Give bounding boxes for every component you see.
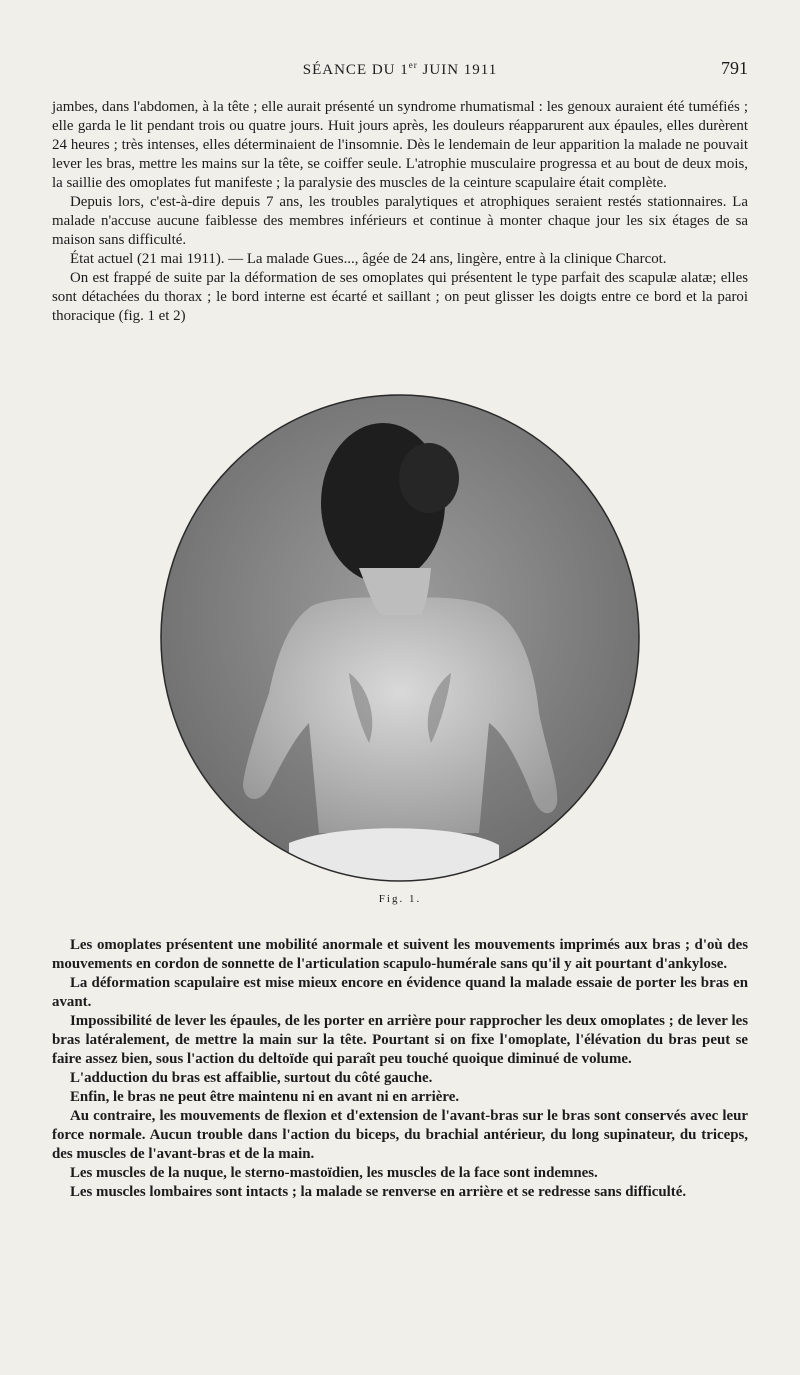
circular-photo bbox=[159, 393, 641, 883]
paragraph: Les muscles lombaires sont intacts ; la malade se renverse en arrière et se redresse sans difficulté. bbox=[70, 1184, 687, 1200]
figure-caption: Fig. 1. bbox=[378, 893, 422, 905]
paragraph: L'adduction du bras est affaiblie, surtout du côté gauche. bbox=[70, 1070, 433, 1086]
paragraph: Les muscles de la nuque, le sterno-mastoïdien, les muscles de la face sont indemnes. bbox=[70, 1165, 598, 1181]
hair-bun bbox=[399, 443, 459, 513]
top-text-block bbox=[52, 98, 748, 326]
paragraph: État actuel (21 mai 1911). — La malade Gues..., âgée de 24 ans, lingère, entre à la clinique Charcot. bbox=[70, 251, 667, 267]
bottom-text-block bbox=[52, 936, 748, 1202]
paragraph: La déformation scapulaire est mise mieux encore en évidence quand la malade essaie de porter les bras en avant. bbox=[52, 975, 748, 1010]
paragraph: Depuis lors, c'est-à-dire depuis 7 ans, les troubles paralytiques et atrophiques seraient restés stationnaires. La malade n'accuse aucune faiblesse des membres inférieurs et continue à monter chaque jour les six étages de sa maison sans difficulté. bbox=[52, 194, 748, 248]
paragraph: jambes, dans l'abdomen, à la tête ; elle aurait présenté un syndrome rhumatismal : les genoux auraient été tuméfiés ; elle garda le lit pendant trois ou quatre jours. Huit jours après, les douleurs réapparurent aux épaules, elles durèrent 24 heures ; très intenses, elles déterminaient de l'insomnie. Dès le lendemain de leur apparition la malade ne pouvait lever les bras, mettre les mains sur la tête, se coiffer seule. L'atrophie musculaire progressa et au bout de deux mois, la saillie des omoplates fut manifeste ; la paralysie des muscles de la ceinture scapulaire était complète. bbox=[52, 99, 748, 191]
paragraph: Au contraire, les mouvements de flexion et d'extension de l'avant-bras sur le bras sont conservés avec leur force normale. Aucun trouble dans l'action du biceps, du brachial antérieur, du long supinateur, du triceps, des muscles de l'avant-bras et de la main. bbox=[52, 1108, 748, 1162]
running-head-date: JUIN 1911 bbox=[417, 62, 498, 78]
running-head-title bbox=[52, 60, 748, 79]
paragraph: Les omoplates présentent une mobilité anormale et suivent les mouvements imprimés aux bras ; d'où des mouvements en cordon de sonnette de l'articulation scapulo-humérale sans qu'il y ait pourtant d'ankylose. bbox=[52, 937, 748, 972]
figure-photograph bbox=[159, 393, 641, 883]
paragraph: Impossibilité de lever les épaules, de les porter en arrière pour rapprocher les deux omoplates ; de lever les bras latéralement, de mettre la main sur la tête. Pourtant si on fixe l'omoplate, l'élévation du bras peut se faire assez bien, sous l'action du deltoïde qui paraît peu touché quoique diminué de volume. bbox=[52, 1013, 748, 1067]
paragraph: On est frappé de suite par la déformation de ses omoplates qui présentent le type parfait des scapulæ alatæ; elles sont détachées du thorax ; le bord interne est écarté et saillant ; on peut glisser les doigts entre ce bord et la paroi thoracique (fig. 1 et 2) bbox=[52, 270, 748, 324]
running-head-superscript: er bbox=[408, 60, 418, 70]
running-header bbox=[52, 58, 748, 82]
page-number: 791 bbox=[721, 58, 748, 78]
drapery bbox=[289, 828, 499, 883]
paragraph: Enfin, le bras ne peut être maintenu ni en avant ni en arrière. bbox=[70, 1089, 460, 1105]
running-head-text: SÉANCE DU 1 bbox=[302, 62, 409, 78]
